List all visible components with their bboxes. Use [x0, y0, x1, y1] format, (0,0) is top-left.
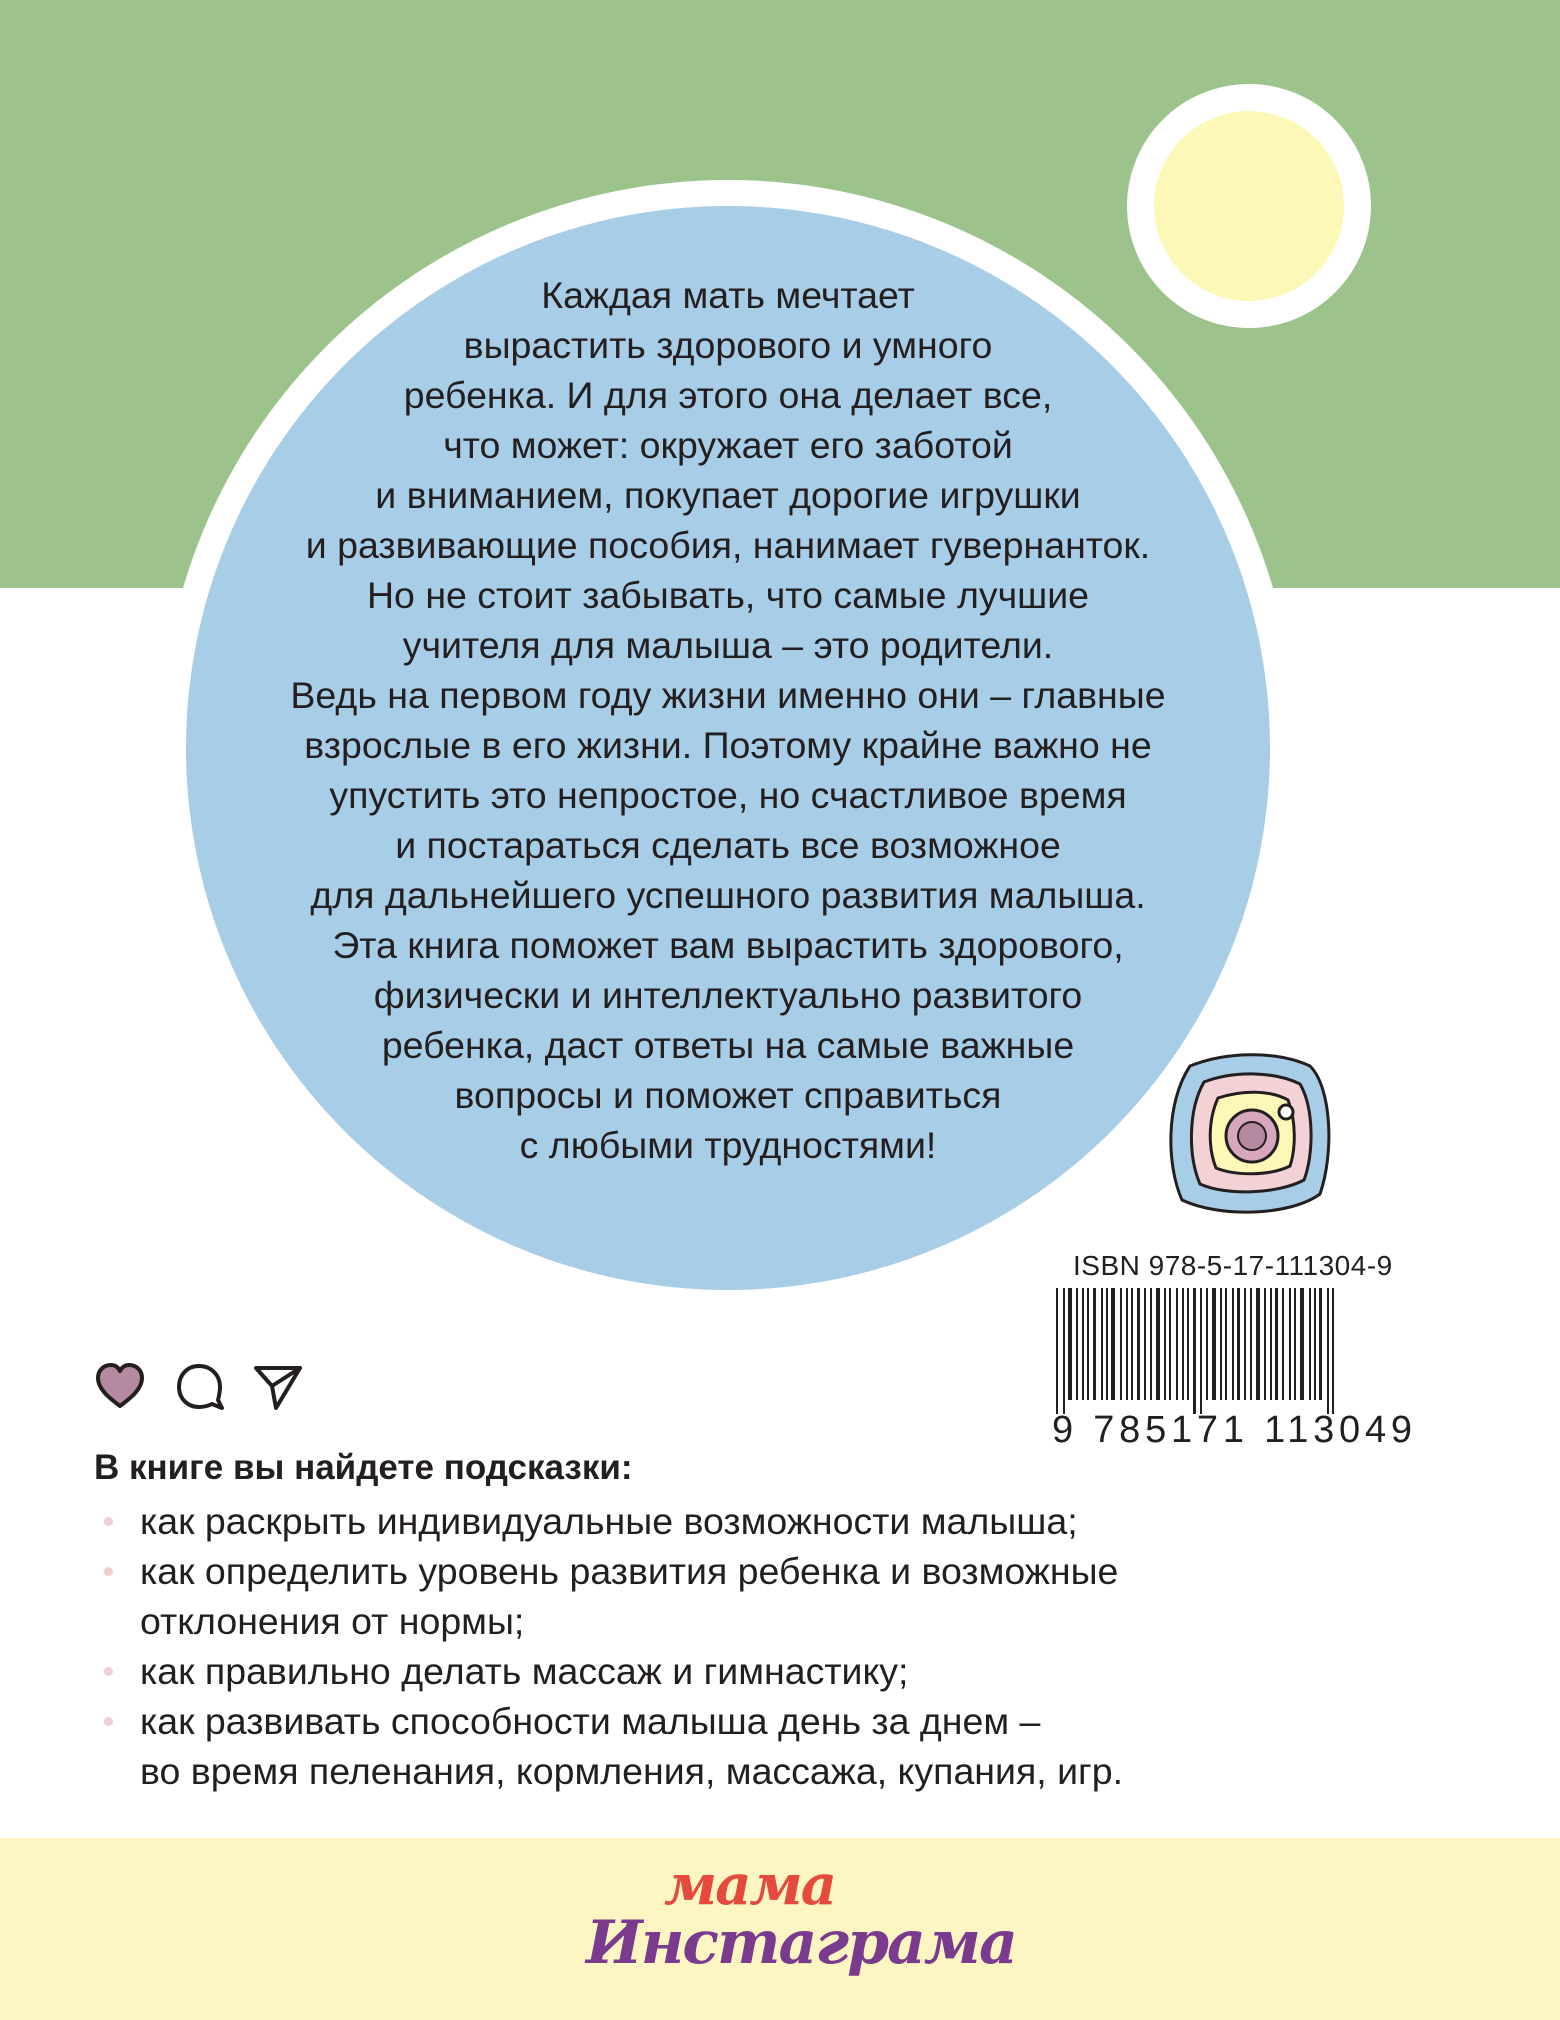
barcode-bar	[1264, 1288, 1266, 1400]
barcode-bar	[1082, 1288, 1084, 1400]
barcode-bar	[1150, 1288, 1152, 1400]
isbn-label: ISBN 978-5-17-111304-9	[1073, 1250, 1393, 1281]
hints-list	[94, 1496, 1394, 1796]
barcode-bar	[1056, 1288, 1058, 1414]
hint-text: как развивать способности малыша день за днем – во время пеленания, кормления, массажа, купания, игр.	[140, 1700, 1124, 1792]
barcode-bar	[1182, 1288, 1184, 1400]
book-description	[186, 270, 1270, 1170]
logo-line-1: мама	[664, 1852, 836, 1918]
barcode-bar	[1327, 1288, 1329, 1414]
barcode-bar	[1332, 1288, 1334, 1414]
barcode-bar	[1289, 1288, 1291, 1400]
hint-text: как определить уровень развития ребенка и возможные отклонения от нормы;	[140, 1550, 1119, 1642]
list-item	[94, 1496, 1394, 1546]
hints-title: В книге вы найдете подсказки:	[94, 1448, 633, 1487]
description-line: ребенка. И для этого она делает все,	[403, 374, 1053, 416]
description-line: упустить это непростое, но счастливое время	[329, 774, 1127, 816]
description-line: что может: окружает его заботой	[443, 424, 1013, 466]
social-icons	[92, 1358, 312, 1424]
barcode-bar	[1087, 1288, 1089, 1400]
hint-text: как раскрыть индивидуальные возможности малыша;	[140, 1500, 1078, 1542]
barcode-bar	[1187, 1288, 1189, 1400]
barcode-bar	[1237, 1288, 1240, 1400]
barcode-bar	[1063, 1288, 1065, 1414]
barcode-bar	[1176, 1288, 1178, 1400]
barcode-bar	[1220, 1288, 1222, 1400]
barcode-bar	[1225, 1288, 1227, 1400]
barcode-bar	[1169, 1288, 1171, 1400]
barcode-bar	[1212, 1288, 1216, 1400]
barcode-digits: 9 785171 113049	[1052, 1409, 1412, 1446]
list-item	[94, 1646, 1394, 1696]
camera-icon	[1160, 1044, 1340, 1224]
barcode-bar	[1144, 1288, 1146, 1400]
publisher-logo	[572, 1852, 1016, 2006]
barcode-bar	[1126, 1288, 1128, 1400]
description-line: и развивающие пособия, нанимает гувернанток.	[305, 524, 1151, 566]
barcode-bar	[1294, 1288, 1296, 1400]
description-line: и вниманием, покупает дорогие игрушки	[375, 474, 1081, 516]
description-line: ребенка, даст ответы на самые важные	[381, 1024, 1075, 1066]
barcode-bar	[1131, 1288, 1133, 1400]
barcode-bar	[1282, 1288, 1284, 1400]
send-icon[interactable]	[250, 1358, 306, 1414]
comment-icon[interactable]	[172, 1358, 228, 1414]
heart-icon[interactable]	[92, 1358, 148, 1414]
list-item	[94, 1546, 1394, 1646]
description-line: для дальнейшего успешного развития малыша.	[310, 874, 1146, 916]
barcode	[1052, 1288, 1414, 1446]
barcode-bar	[1106, 1288, 1108, 1400]
logo-line-2: Инстаграма	[586, 1908, 1016, 1978]
barcode-bar	[1068, 1288, 1072, 1400]
description-line: Эта книга поможет вам вырастить здорового,	[332, 924, 1124, 966]
description-line: физически и интеллектуально развитого	[373, 974, 1083, 1016]
description-line: Но не стоит забывать, что самые лучшие	[366, 574, 1090, 616]
barcode-bar	[1314, 1288, 1316, 1400]
barcode-bar	[1275, 1288, 1278, 1400]
barcode-bar	[1193, 1288, 1196, 1414]
barcode-bar	[1137, 1288, 1140, 1400]
barcode-bar	[1250, 1288, 1252, 1400]
description-line: взрослые в его жизни. Поэтому крайне важно не	[304, 724, 1152, 766]
barcode-bar	[1309, 1288, 1311, 1400]
barcode-bar	[1200, 1288, 1202, 1414]
barcode-bar	[1270, 1288, 1272, 1400]
description-line: Каждая мать мечтает	[541, 274, 915, 316]
description-line: Ведь на первом году жизни именно они – главные	[290, 674, 1166, 716]
hint-text: как правильно делать массаж и гимнастику;	[140, 1650, 909, 1692]
barcode-bar	[1319, 1288, 1322, 1400]
list-item	[94, 1696, 1394, 1796]
description-line: вопросы и поможет справиться	[454, 1074, 1002, 1116]
barcode-bar	[1120, 1288, 1122, 1400]
description-line: учителя для малыша – это родители.	[402, 624, 1054, 666]
barcode-bar	[1093, 1288, 1096, 1400]
barcode-bar	[1076, 1288, 1078, 1400]
barcode-bar	[1232, 1288, 1234, 1400]
description-line: с любыми трудностями!	[519, 1124, 937, 1166]
barcode-bar	[1300, 1288, 1304, 1400]
barcode-bar	[1156, 1288, 1160, 1400]
barcode-bar	[1164, 1288, 1166, 1400]
description-line: вырастить здорового и умного	[463, 324, 993, 366]
barcode-bar	[1256, 1288, 1260, 1400]
barcode-bar	[1101, 1288, 1103, 1400]
barcode-bar	[1111, 1288, 1115, 1400]
description-line: и постараться сделать все возможное	[395, 824, 1061, 866]
barcode-bar	[1244, 1288, 1246, 1400]
barcode-bar	[1206, 1288, 1208, 1400]
